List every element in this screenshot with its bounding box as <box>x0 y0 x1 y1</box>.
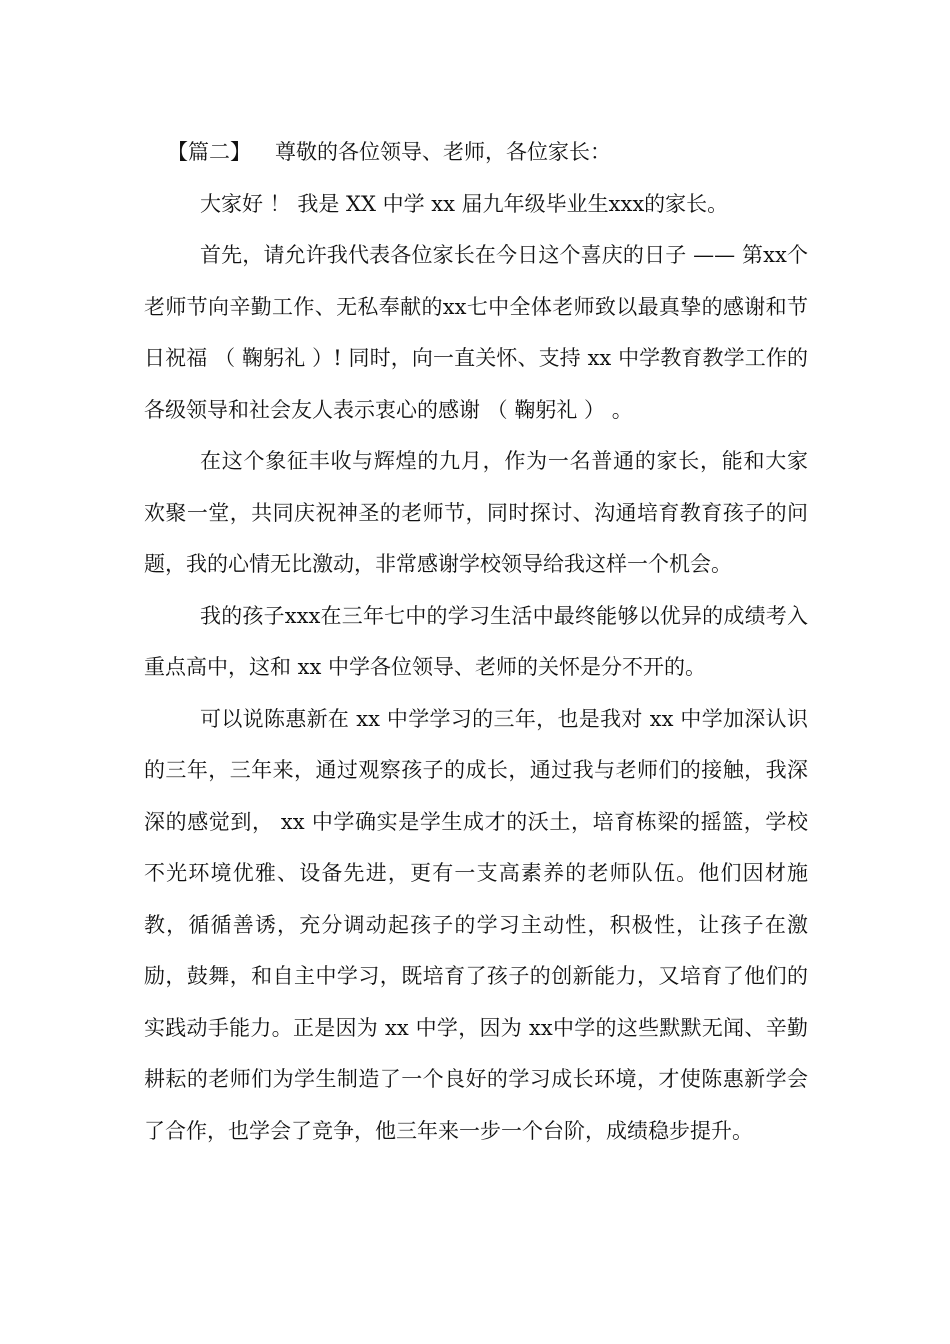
salutation: 尊敬的各位领导、老师，各位家长： <box>275 140 611 164</box>
paragraph-september: 在这个象征丰收与辉煌的九月，作为一名普通的家长，能和大家欢聚一堂，共同庆祝神圣的老师节，同时探讨、沟通培育教育孩子的问题，我的心情无比激动，非常感谢学校领导给我这样一个机会。 <box>144 449 808 576</box>
paragraph-child-result: 我的孩子xxx在三年七中的学习生活中最终能够以优异的成绩考入重点高中，这和 xx 中学各位领导、老师的关怀是分不开的。 <box>144 603 808 679</box>
paragraph-school-praise: 可以说陈惠新在 xx 中学学习的三年，也是我对 xx 中学加深认识的三年，三年来，通过观察孩子的成长，通过我与老师们的接触，我深深的感觉到， xx 中学确实是学生成才的沃土，培育栋梁的摇篮，学校不光环境优雅、设备先进，更有一支高素养的老师队伍。他们因材施教，循循善诱，充分调动起孩子的学习主动性，积极性，让孩子在激励，鼓舞，和自主中学习，既培育了孩子的创新能力，又培育了他们的实践动手能力。正是因为 xx 中学，因为 xx中学的这些默默无闻、辛勤耕耘的老师们为学生制造了一个良好的学习成长环境，才使陈惠新学会了合作，也学会了竞争，他三年来一步一个台阶，成绩稳步提升。 <box>144 706 808 1143</box>
document-body <box>144 127 808 1157</box>
section-tag: 【篇二】 <box>167 140 251 164</box>
paragraph-greeting: 大家好 ！ 我是 XX 中学 xx 届九年级毕业生xxx的家长。 <box>200 191 729 216</box>
paragraph-thanks: 首先，请允许我代表各位家长在今日这个喜庆的日子 —— 第xx个老师节向辛勤工作、无私奉献的xx七中全体老师致以最真挚的感谢和节日祝福 （ 鞠躬礼 ）! 同时，向一直关怀、支持 xx 中学教育教学工作的各级领导和社会友人表示衷心的感谢 （ 鞠躬礼 ） 。 <box>144 243 808 422</box>
heading-line <box>144 127 808 179</box>
